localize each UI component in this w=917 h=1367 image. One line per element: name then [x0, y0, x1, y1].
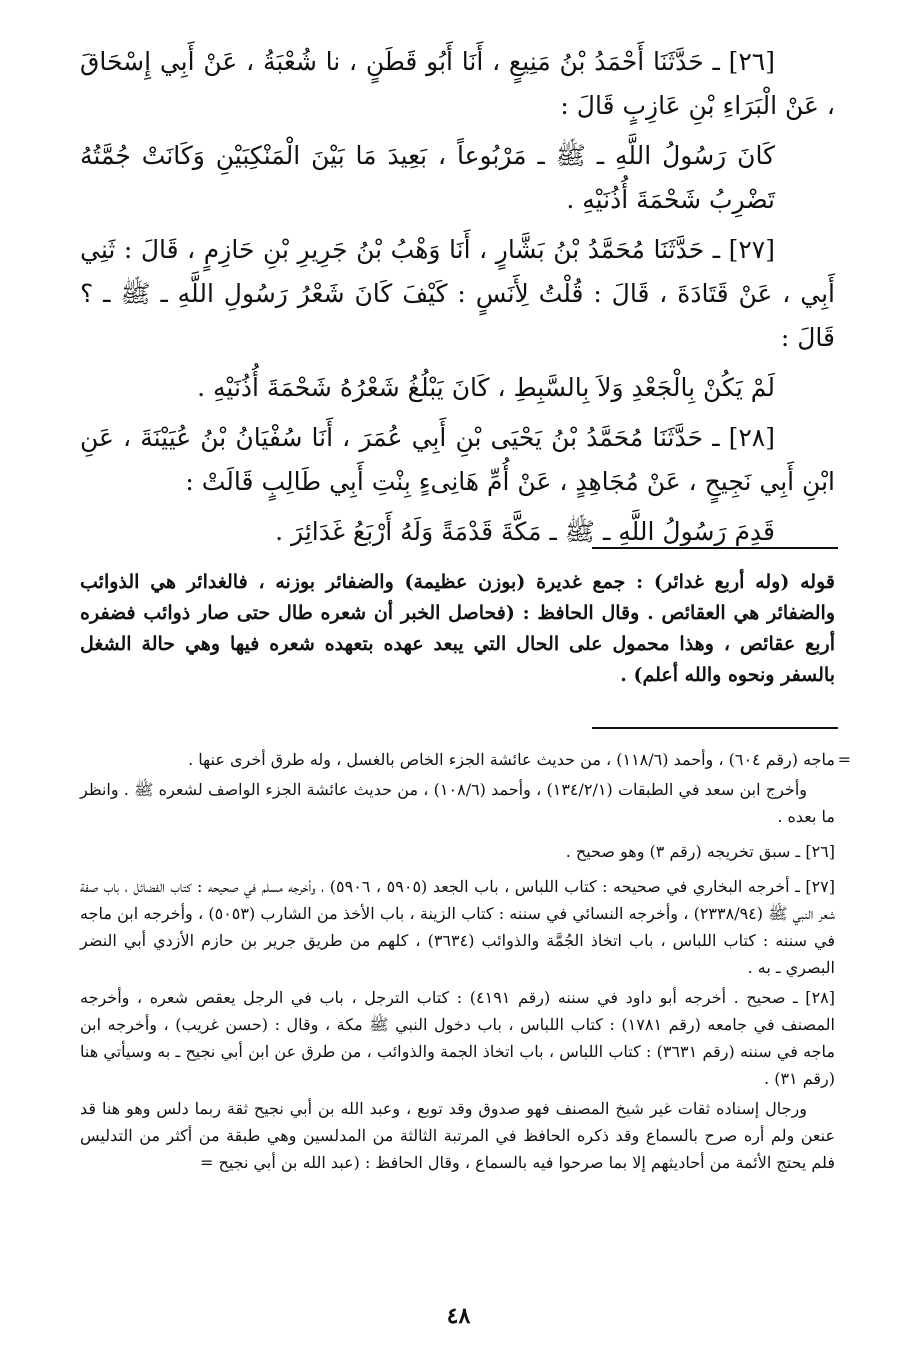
commentary-block	[80, 567, 835, 691]
hadith-27-matn: لَمْ يَكُنْ بِالْجَعْدِ وَلاَ بِالسَّبِطِ ، كَانَ يَبْلُغُ شَعْرُهُ شَحْمَةَ أُذُنَيْهِ .	[197, 373, 775, 402]
footnotes-block	[80, 746, 851, 1179]
main-text	[80, 40, 835, 560]
continuation-mark: =	[837, 750, 851, 769]
footnote-28-continued: ورجال إسناده ثقات غير شيخ المصنف فهو صدوق وقد توبع ، وعبد الله بن أبي نجيح ثقة ربما دلس وهو هنا قد عنعن ولم أره صرح بالسماع وقد ذكره الحافظ في المرتبة الثالثة من المدلسين وهي طبقة من أكثر من التدليس فلم يحتج الأئمة من أحاديثهم إلا بما صرحوا فيه بالسماع ، وقال الحافظ : (عبد الله بن أبي نجيح =	[80, 1099, 835, 1172]
footnote-26: [٢٦] ـ سبق تخريجه (رقم ٣) وهو صحيح .	[565, 842, 835, 861]
footnote-continued-1: ماجه (رقم ٦٠٤) ، وأحمد (١١٨/٦) ، من حديث عائشة الجزء الخاص بالغسل ، وله طرق أخرى عنها .	[188, 750, 835, 769]
separator-rule-top	[592, 547, 838, 549]
page-number: ٤٨	[446, 1303, 471, 1329]
hadith-28-isnad: [٢٨] ـ حَدَّثَنَا مُحَمَّدُ بْنُ يَحْيَى بْنِ أَبِي عُمَرَ ، أَنَا سُفْيَانُ بْنُ عُيَيْنَةَ ، عَنِ ابْنِ أَبِي نَجِيحٍ ، عَنْ مُجَاهِدٍ ، عَنْ أُمِّ هَانِىءٍ بِنْتِ أَبِي طَالِبٍ قَالَتْ :	[80, 423, 835, 496]
hadith-26-isnad: [٢٦] ـ حَدَّثَنَا أَحْمَدُ بْنُ مَنِيعٍ ، أَنَا أَبُو قَطَنٍ ، نا شُعْبَةُ ، عَنْ أَبِي إِسْحَاقَ ، عَنْ الْبَرَاءِ بْنِ عَازِبٍ قَالَ :	[80, 47, 835, 120]
hadith-28-matn: قَدِمَ رَسُولُ اللَّهِ ـ ﷺ ـ مَكَّةَ قَدْمَةً وَلَهُ أَرْبَعُ غَدَائِرَ .	[275, 517, 775, 546]
commentary-text: قوله (وله أربع غدائر) : جمع غديرة (بوزن عظيمة) والضفائر بوزنه ، فالغدائر هي الذوائب والضفائر هي العقائص . وقال الحافظ : (فحاصل الخبر أن شعره طال حتى صار ذوائب فضفره أربع عقائص ، وهذا محمول على الحال التي يبعد عهده بتعهده شعره فيها وهي حالة الشغل بالسفر ونحوه والله أعلم) .	[80, 571, 835, 686]
hadith-26-matn: كَانَ رَسُولُ اللَّهِ ـ ﷺ ـ مَرْبُوعاً ، بَعِيدَ مَا بَيْنَ الْمَنْكِبَيْنِ وَكَانَتْ جُمَّتُهُ تَضْرِبُ شَحْمَةَ أُذُنَيْهِ .	[80, 141, 775, 214]
footnote-27: [٢٧] ـ أخرجه البخاري في صحيحه : كتاب اللباس ، باب الجعد (٥٩٠٥ ، ٥٩٠٦) ، وأخرجه مسلم في صحيحه : كتاب الفضائل ، باب صفة شعر النبي ﷺ (٢٣٣٨/٩٤) ، وأخرجه النسائي في سننه : كتاب الزينة ، باب الأخذ من الشارب (٥٠٥٣) ، وأخرجه ابن ماجه في سننه : كتاب اللباس ، باب اتخاذ الجُمَّة والذوائب (٣٦٣٤) ، كلهم من طريق جرير بن حازم الأزدي أبي النضر البصري ـ به .	[80, 877, 836, 977]
footnote-28: [٢٨] ـ صحيح . أخرجه أبو داود في سننه (رقم ٤١٩١) : كتاب الترجل ، باب في الرجل يعقص شعره ، وأخرجه المصنف في جامعه (رقم ١٧٨١) : كتاب اللباس ، باب دخول النبي ﷺ مكة ، وقال : (حسن غريب) ، وأخرجه ابن ماجه في سننه (رقم ٣٦٣١) : كتاب اللباس ، باب اتخاذ الجمة والذوائب ، من طرق عن ابن أبي نجيح ـ به وسيأتي هنا (رقم ٣١) .	[80, 988, 836, 1088]
hadith-27-isnad: [٢٧] ـ حَدَّثَنَا مُحَمَّدُ بْنُ بَشَّارٍ ، أَنَا وَهْبُ بْنُ جَرِيرِ بْنِ حَازِمٍ ، قَالَ : ثَنِي أَبِي ، عَنْ قَتَادَةَ ، قَالَ : قُلْتُ لِأَنَسٍ : كَيْفَ كَانَ شَعْرُ رَسُولِ اللَّهِ ـ ﷺ ـ ؟ قَالَ :	[80, 235, 835, 352]
separator-rule-footnotes	[592, 727, 838, 729]
footnote-continued-2: وأخرج ابن سعد في الطبقات (١٣٤/٢/١) ، وأحمد (١٠٨/٦) ، من حديث عائشة الجزء الواصف لشعره ﷺ . وانظر ما بعده .	[80, 780, 835, 826]
